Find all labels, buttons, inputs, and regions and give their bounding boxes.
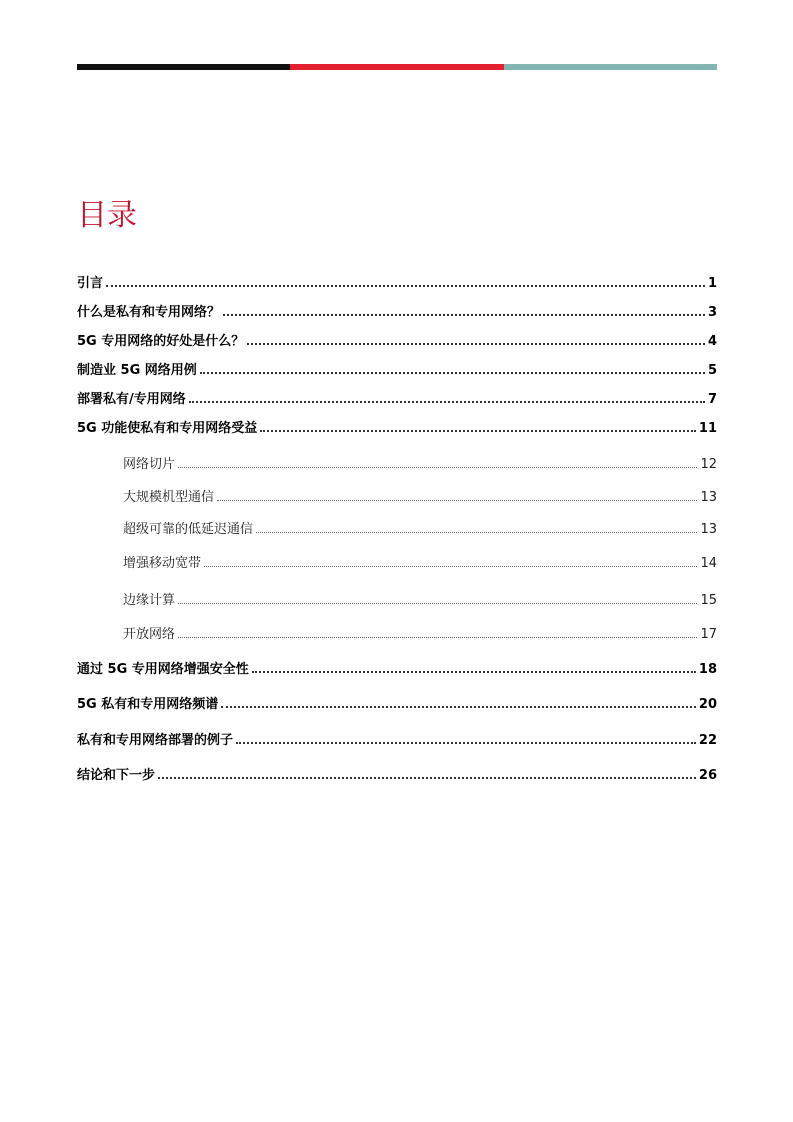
toc-entry-label: 大规模机型通信	[123, 490, 215, 505]
toc-entry[interactable]	[77, 271, 717, 291]
toc-entry[interactable]	[77, 657, 717, 677]
toc-entry-label: 网络切片	[123, 457, 176, 472]
toc-entry-page: 3	[707, 305, 717, 320]
dot-leader	[204, 566, 697, 567]
toc-entry-page: 11	[698, 421, 717, 436]
dot-leader	[256, 532, 697, 533]
toc-entry-page: 20	[698, 697, 717, 712]
dot-leader	[178, 467, 697, 468]
toc-entry[interactable]	[77, 763, 717, 783]
dot-leader	[158, 777, 696, 779]
dot-leader	[236, 742, 696, 744]
toc-subentry[interactable]	[123, 517, 717, 537]
dot-leader	[252, 671, 696, 673]
toc-subentry[interactable]	[123, 485, 717, 505]
toc-entry-label: 增强移动宽带	[123, 556, 202, 571]
toc-entry-page: 7	[707, 392, 717, 407]
toc-entry-label: 通过 5G 专用网络增强安全性	[77, 662, 249, 677]
header-bar-teal-segment	[504, 64, 717, 70]
toc-entry-label: 制造业 5G 网络用例	[77, 363, 197, 378]
toc-entry-label: 超级可靠的低延迟通信	[123, 522, 254, 537]
toc-subentry[interactable]	[123, 551, 717, 571]
toc-entry-label: 引言	[77, 276, 104, 291]
toc-entry[interactable]	[77, 300, 717, 320]
toc-entry-label: 5G 功能使私有和专用网络受益	[77, 421, 258, 436]
toc-entry-page: 15	[700, 593, 717, 608]
toc-subentry[interactable]	[123, 452, 717, 472]
toc-entry-page: 13	[700, 490, 717, 505]
dot-leader	[217, 500, 697, 501]
toc-entry[interactable]	[77, 416, 717, 436]
toc-entry-label: 部署私有/专用网络	[77, 392, 186, 407]
dot-leader	[200, 372, 705, 374]
dot-leader	[178, 637, 697, 638]
toc-entry-label: 结论和下一步	[77, 768, 156, 783]
toc-entry-label: 5G 私有和专用网络频谱	[77, 697, 219, 712]
toc-entry-label: 什么是私有和专用网络？	[77, 305, 221, 320]
toc-entry-page: 12	[700, 457, 717, 472]
header-color-bar	[77, 64, 717, 70]
toc-entry-page: 18	[698, 662, 717, 677]
toc-entry-page: 4	[707, 334, 717, 349]
toc-title: 目录	[77, 198, 137, 233]
toc-subentry[interactable]	[123, 622, 717, 642]
toc-entry-page: 14	[700, 556, 717, 571]
dot-leader	[178, 603, 697, 604]
header-bar-red-segment	[290, 64, 503, 70]
toc-entry[interactable]	[77, 728, 717, 748]
dot-leader	[221, 706, 696, 708]
toc-entry-page: 13	[700, 522, 717, 537]
dot-leader	[260, 430, 696, 432]
dot-leader	[189, 401, 705, 403]
toc-entry[interactable]	[77, 329, 717, 349]
toc-entry-page: 17	[700, 627, 717, 642]
header-bar-black-segment	[77, 64, 290, 70]
dot-leader	[106, 285, 705, 287]
toc-entry[interactable]	[77, 358, 717, 378]
dot-leader	[247, 343, 705, 345]
dot-leader	[223, 314, 705, 316]
toc-entry[interactable]	[77, 387, 717, 407]
toc-entry-page: 26	[698, 768, 717, 783]
toc-subentry[interactable]	[123, 588, 717, 608]
toc-entry-label: 边缘计算	[123, 593, 176, 608]
toc-entry[interactable]	[77, 692, 717, 712]
toc-entry-page: 5	[707, 363, 717, 378]
toc-entry-page: 22	[698, 733, 717, 748]
toc-entry-label: 私有和专用网络部署的例子	[77, 733, 234, 748]
toc-entry-page: 1	[707, 276, 717, 291]
toc-entry-label: 5G 专用网络的好处是什么？	[77, 334, 245, 349]
toc-entry-label: 开放网络	[123, 627, 176, 642]
